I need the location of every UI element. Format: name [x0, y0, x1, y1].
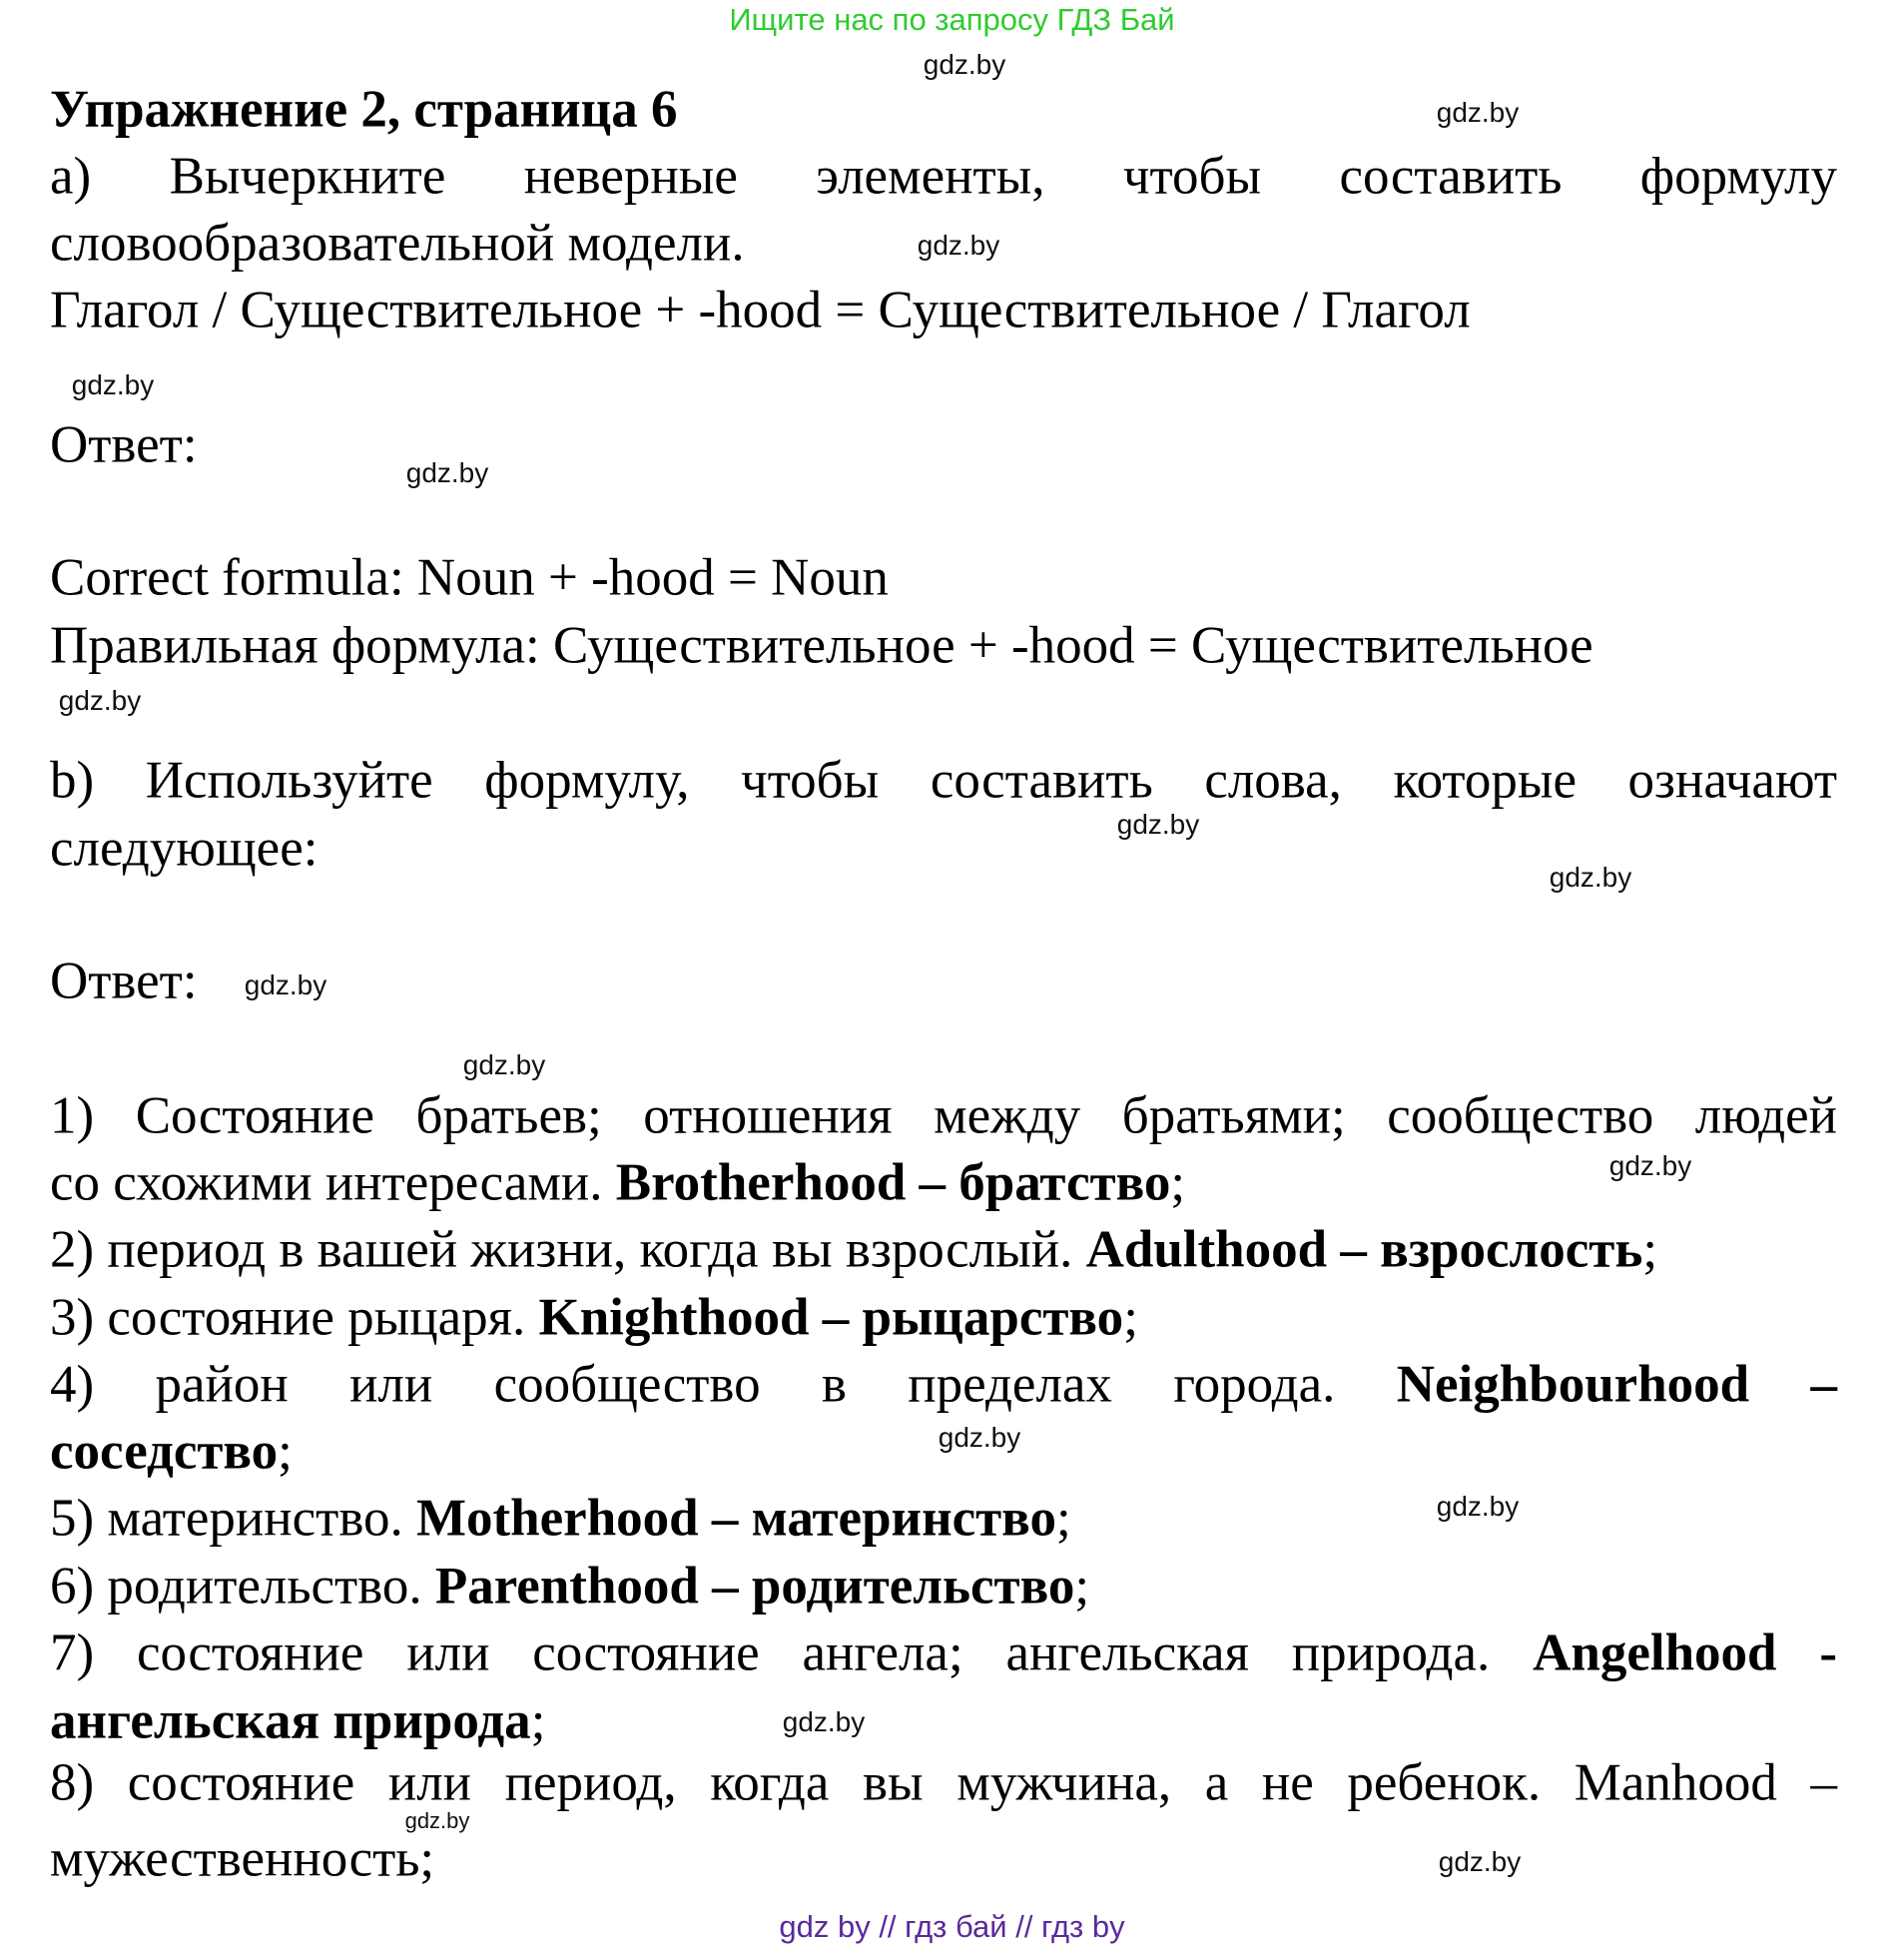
answer-item-8: 8) состояние или период, когда вы мужчина, а не ребенок. Manhood –: [50, 1753, 1837, 1812]
answer-text: 7) состояние или состояние ангела; ангельская природа.: [50, 1623, 1534, 1682]
watermark: gdz.by: [1436, 1491, 1520, 1522]
answer-punct: ;: [530, 1691, 546, 1750]
answer-text: 4) район или сообщество в пределах города.: [50, 1355, 1397, 1414]
watermark: gdz.by: [782, 1706, 866, 1737]
answer-word: Parenthood – родительство: [434, 1557, 1075, 1616]
watermark: gdz.by: [923, 49, 1006, 80]
watermark: gdz.by: [938, 1422, 1021, 1453]
watermark: gdz.by: [1608, 1150, 1692, 1181]
answer-punct: ;: [1642, 1220, 1658, 1279]
answer-word: Knighthood – рыцарство: [538, 1288, 1124, 1347]
answer-item-4: [50, 1355, 1837, 1414]
watermark: gdz.by: [1438, 1846, 1522, 1877]
correct-formula-en: Correct formula: Noun + -hood = Noun: [50, 548, 889, 607]
answer-item-1-cont: [50, 1153, 1186, 1212]
answer-item-7: [50, 1623, 1837, 1682]
watermark: gdz.by: [58, 685, 142, 716]
answer-item-8-cont: мужественность;: [50, 1829, 435, 1888]
answer-item-4-cont: [50, 1422, 293, 1481]
answer-word: соседство: [50, 1422, 279, 1481]
correct-formula-ru: Правильная формула: Существительное + -hood = Существительное: [50, 616, 1593, 675]
answer-item-5: [50, 1489, 1071, 1548]
answer-text: 5) материнство.: [50, 1489, 416, 1548]
answer-word: Motherhood – материнство: [416, 1489, 1056, 1548]
answer-item-7-cont: [50, 1691, 546, 1750]
watermark: gdz.by: [405, 457, 489, 488]
answer-item-3: [50, 1288, 1138, 1347]
answer-word: Neighbourhood –: [1396, 1355, 1837, 1414]
answer-punct: ;: [1074, 1557, 1090, 1616]
watermark: gdz.by: [1116, 809, 1200, 840]
answer-word: Angelhood -: [1533, 1623, 1837, 1682]
answer-word: Adulthood – взрослость: [1085, 1220, 1643, 1279]
watermark: gdz.by: [244, 970, 327, 1000]
task-a-text-cont: словообразовательной модели.: [50, 214, 745, 273]
answer-text: 3) состояние рыцаря.: [50, 1288, 539, 1347]
footer-links[interactable]: gdz by // гдз бай // гдз by: [779, 1909, 1125, 1944]
answer-punct: ;: [1055, 1489, 1071, 1548]
search-banner: Ищите нас по запросу ГДЗ Бай: [729, 2, 1175, 37]
answer-text: 2) период в вашей жизни, когда вы взрослый.: [50, 1220, 1086, 1279]
watermark: gdz.by: [404, 1808, 470, 1833]
answer-text: 6) родительство.: [50, 1557, 435, 1616]
answer-item-1: 1) Состояние братьев; отношения между братьями; сообщество людей: [50, 1086, 1837, 1145]
answer-word: ангельская природа: [50, 1691, 531, 1750]
answer-punct: ;: [278, 1422, 293, 1481]
answer-word: Brotherhood – братство: [615, 1153, 1171, 1212]
watermark: gdz.by: [1436, 97, 1520, 128]
answer-item-2: [50, 1220, 1658, 1279]
answer-text: со схожими интересами.: [50, 1153, 616, 1212]
watermark: gdz.by: [71, 369, 155, 400]
answer-punct: ;: [1170, 1153, 1186, 1212]
task-b-text-cont: следующее:: [50, 819, 318, 878]
answer-label-a: Ответ:: [50, 415, 198, 474]
task-a-text: а) Вычеркните неверные элементы, чтобы составить формулу: [50, 147, 1837, 206]
watermark: gdz.by: [462, 1049, 546, 1080]
task-b-text: b) Используйте формулу, чтобы составить слова, которые означают: [50, 751, 1837, 810]
answer-item-6: [50, 1557, 1090, 1616]
watermark: gdz.by: [917, 230, 1000, 261]
watermark: gdz.by: [1549, 862, 1632, 893]
task-a-formula: Глагол / Существительное + -hood = Существительное / Глагол: [50, 281, 1471, 339]
page-title: Упражнение 2, страница 6: [50, 80, 678, 139]
answer-label-b: Ответ:: [50, 952, 198, 1010]
answer-punct: ;: [1123, 1288, 1138, 1347]
